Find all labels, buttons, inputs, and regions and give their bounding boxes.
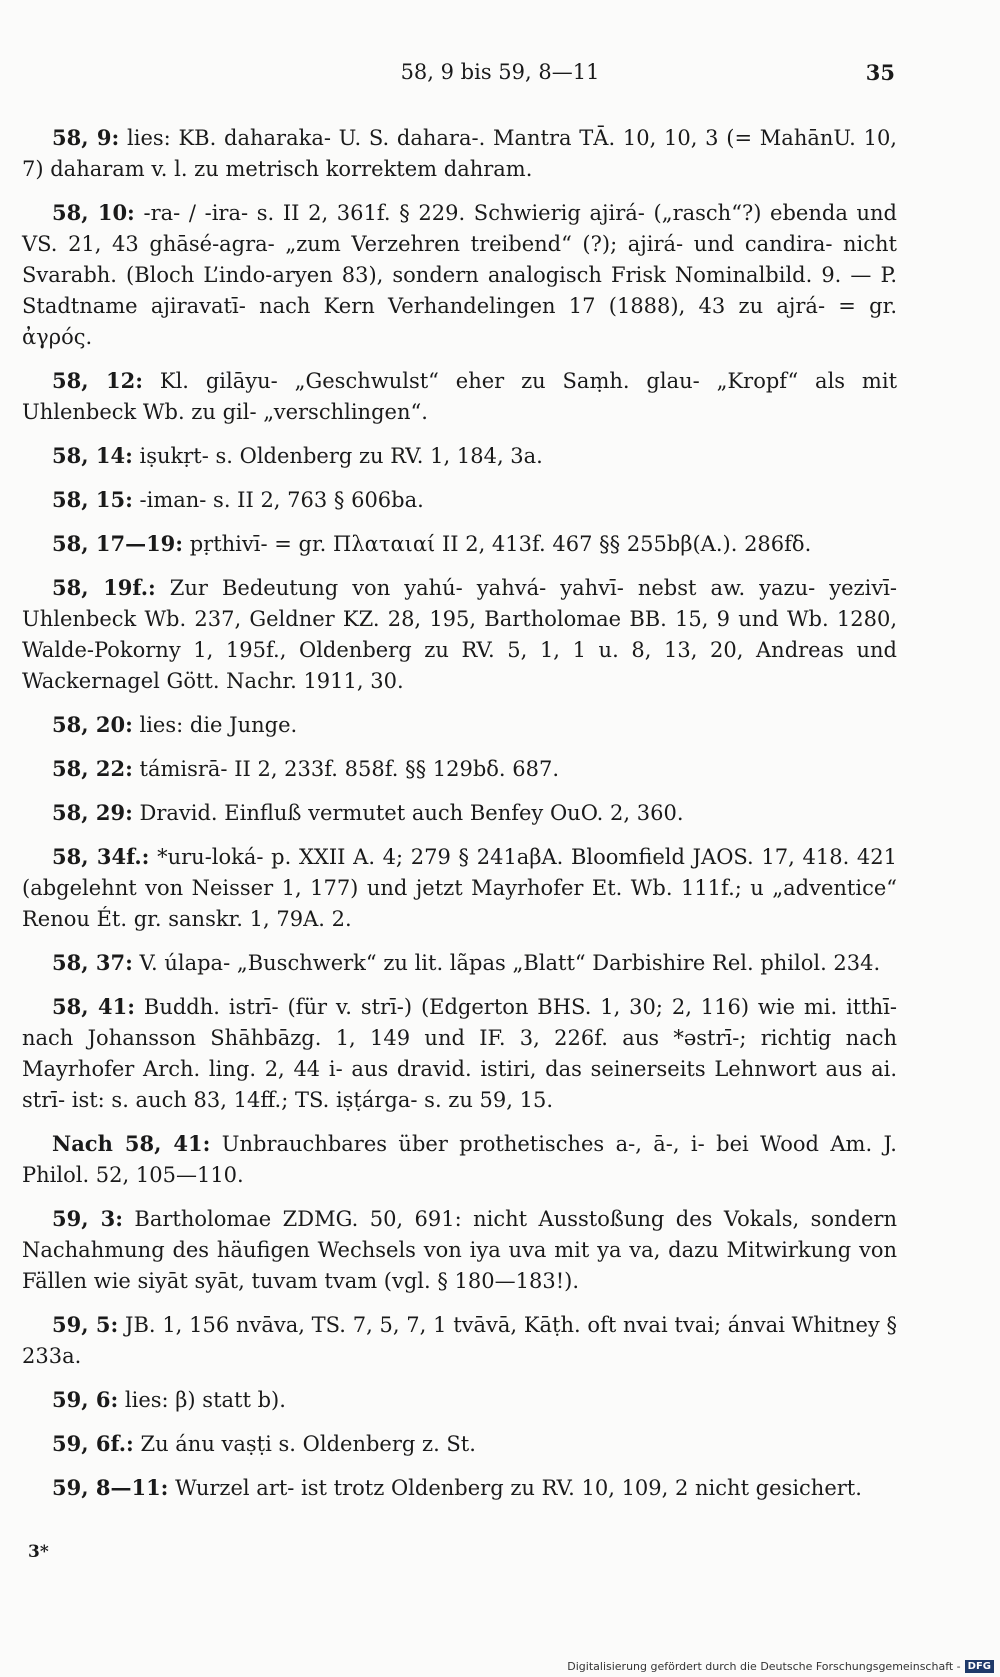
entry-59-5 <box>22 1309 897 1372</box>
page-header <box>0 60 1000 92</box>
entry-58-10 <box>22 197 897 353</box>
entry-58-12 <box>22 365 897 428</box>
entry-text: lies: β) statt b). <box>118 1388 286 1412</box>
entry-ref: 58, 12: <box>52 368 144 393</box>
entry-ref: 59, 3: <box>52 1206 123 1231</box>
running-title: 58, 9 bis 59, 8—11 <box>400 60 600 84</box>
entry-nach-58-41 <box>22 1128 897 1191</box>
entry-ref: 58, 34f.: <box>52 844 150 869</box>
entry-ref: 59, 6f.: <box>52 1431 134 1456</box>
entry-58-17-19 <box>22 528 897 560</box>
entry-59-3 <box>22 1203 897 1297</box>
entry-58-37 <box>22 947 897 979</box>
entry-text: Dravid. Einfluß vermutet auch Benfey OuO. 2, 360. <box>132 801 684 825</box>
entry-58-22 <box>22 753 897 785</box>
entry-text: lies: KB. daharaka- U. S. dahara-. Mantra TĀ. 10, 10, 3 (= MahānU. 10, 7) daharam v. l. zu metrisch korrektem dahram. <box>22 126 897 181</box>
entry-text: -ra- / -ira- s. II 2, 361f. § 229. Schwierig ajirá- („rasch“?) ebenda und VS. 21, 43 ghāsé-agra- „zum Verzehren treibend“ (?); ajirá- und candira- nicht Svarabh. (Bloch L’indo-aryen 83), sondern analogisch Frisk Nominalbild. 9. — P. Stadtname ajiravatī- nach Kern Verhandelingen 17 (1888), 43 zu ajrá- = gr. ἀγρός. <box>22 201 897 349</box>
entry-ref: 58, 41: <box>52 994 136 1019</box>
entry-ref: 58, 9: <box>52 125 120 150</box>
entry-58-9 <box>22 122 897 185</box>
entry-58-19f <box>22 572 897 697</box>
entry-ref: 58, 14: <box>52 443 133 468</box>
entry-text: Bartholomae ZDMG. 50, 691: nicht Ausstoßung des Vokals, sondern Nachahmung des häufigen Wechsels von iya uva mit ya va, dazu Mitwirkung von Fällen wie siyāt syāt, tuvam tvam (vgl. § 180—183!). <box>22 1207 897 1293</box>
entry-text: támisrā- II 2, 233f. 858f. §§ 129bδ. 687. <box>132 757 560 781</box>
entry-text: Kl. gilāyu- „Geschwulst“ eher zu Saṃh. glau- „Kropf“ als mit Uhlenbeck Wb. zu gil- „verschlingen“. <box>22 369 898 424</box>
page-body <box>22 122 897 1516</box>
entry-ref: 59, 6: <box>52 1387 119 1412</box>
entry-58-14 <box>22 440 897 472</box>
entry-58-29 <box>22 797 897 829</box>
entry-text: Buddh. istrī- (für v. strī-) (Edgerton BHS. 1, 30; 2, 116) wie mi. itthī- nach Johansson Shāhbāzg. 1, 149 und IF. 3, 226f. aus *əstrī-; richtig nach Mayrhofer Arch. ling. 2, 44 i- aus dravid. istiri, das seinerseits Lehnwort aus ai. strī- ist: s. auch 83, 14ff.; TS. iṣṭárga- s. zu 59, 15. <box>22 995 898 1112</box>
entry-text: pṛthivī- = gr. Πλαταιαί II 2, 413f. 467 §§ 255bβ(A.). 286fδ. <box>183 532 812 556</box>
entry-59-8-11 <box>22 1472 897 1504</box>
entry-ref: 58, 37: <box>52 950 133 975</box>
entry-ref: 58, 15: <box>52 487 133 512</box>
signature-mark: 3* <box>28 1542 49 1562</box>
entry-ref: 58, 19f.: <box>52 575 156 600</box>
entry-ref: Nach 58, 41: <box>52 1131 211 1156</box>
entry-text: Wurzel art- ist trotz Oldenberg zu RV. 10, 109, 2 nicht gesichert. <box>168 1476 862 1500</box>
page-number: 35 <box>865 60 895 85</box>
entry-text: lies: die Junge. <box>132 713 298 737</box>
entry-text: V. úlapa- „Buschwerk“ zu lit. lãpas „Blatt“ Darbishire Rel. philol. 234. <box>132 951 881 975</box>
entry-58-15 <box>22 484 897 516</box>
digitization-footer <box>567 1660 994 1673</box>
entry-ref: 58, 20: <box>52 712 133 737</box>
entry-ref: 58, 22: <box>52 756 133 781</box>
entry-ref: 59, 5: <box>52 1312 119 1337</box>
entry-59-6 <box>22 1384 897 1416</box>
entry-text: Zur Bedeutung von yahú- yahvá- yahvī- nebst aw. yazu- yezivī- Uhlenbeck Wb. 237, Geldner KZ. 28, 195, Bartholomae BB. 15, 9 und Wb. 1280, Walde-Pokorny 1, 195f., Oldenberg zu RV. 5, 1, 1 u. 8, 13, 20, Andreas und Wackernagel Gött. Nachr. 1911, 30. <box>22 576 898 693</box>
entry-text: -iman- s. II 2, 763 § 606ba. <box>132 488 424 512</box>
entry-59-6f <box>22 1428 897 1460</box>
footer-text: Digitalisierung gefördert durch die Deutsche Forschungsgemeinschaft - <box>567 1660 961 1673</box>
entry-ref: 58, 10: <box>52 200 135 225</box>
entry-ref: 58, 29: <box>52 800 133 825</box>
entry-58-34f <box>22 841 897 935</box>
entry-58-20 <box>22 709 897 741</box>
entry-text: *uru-loká- p. XXII A. 4; 279 § 241aβA. Bloomfield JAOS. 17, 418. 421 (abgelehnt von Neisser 1, 177) und jetzt Mayrhofer Et. Wb. 111f.; u „adventice“ Renou Ét. gr. sanskr. 1, 79A. 2. <box>22 845 898 931</box>
entry-ref: 58, 17—19: <box>52 531 184 556</box>
entry-text: Unbrauchbares über prothetisches a-, ā-, i- bei Wood Am. J. Philol. 52, 105—110. <box>22 1132 897 1187</box>
entry-58-41 <box>22 991 897 1116</box>
entry-text: Zu ánu vaṣṭi s. Oldenberg z. St. <box>133 1432 476 1456</box>
entry-text: iṣukṛt- s. Oldenberg zu RV. 1, 184, 3a. <box>132 444 543 468</box>
entry-ref: 59, 8—11: <box>52 1475 169 1500</box>
dfg-logo-icon: DFG <box>965 1660 994 1673</box>
entry-text: JB. 1, 156 nvāva, TS. 7, 5, 7, 1 tvāvā, Kāṭh. oft nvai tvai; ánvai Whitney § 233a. <box>22 1313 897 1368</box>
